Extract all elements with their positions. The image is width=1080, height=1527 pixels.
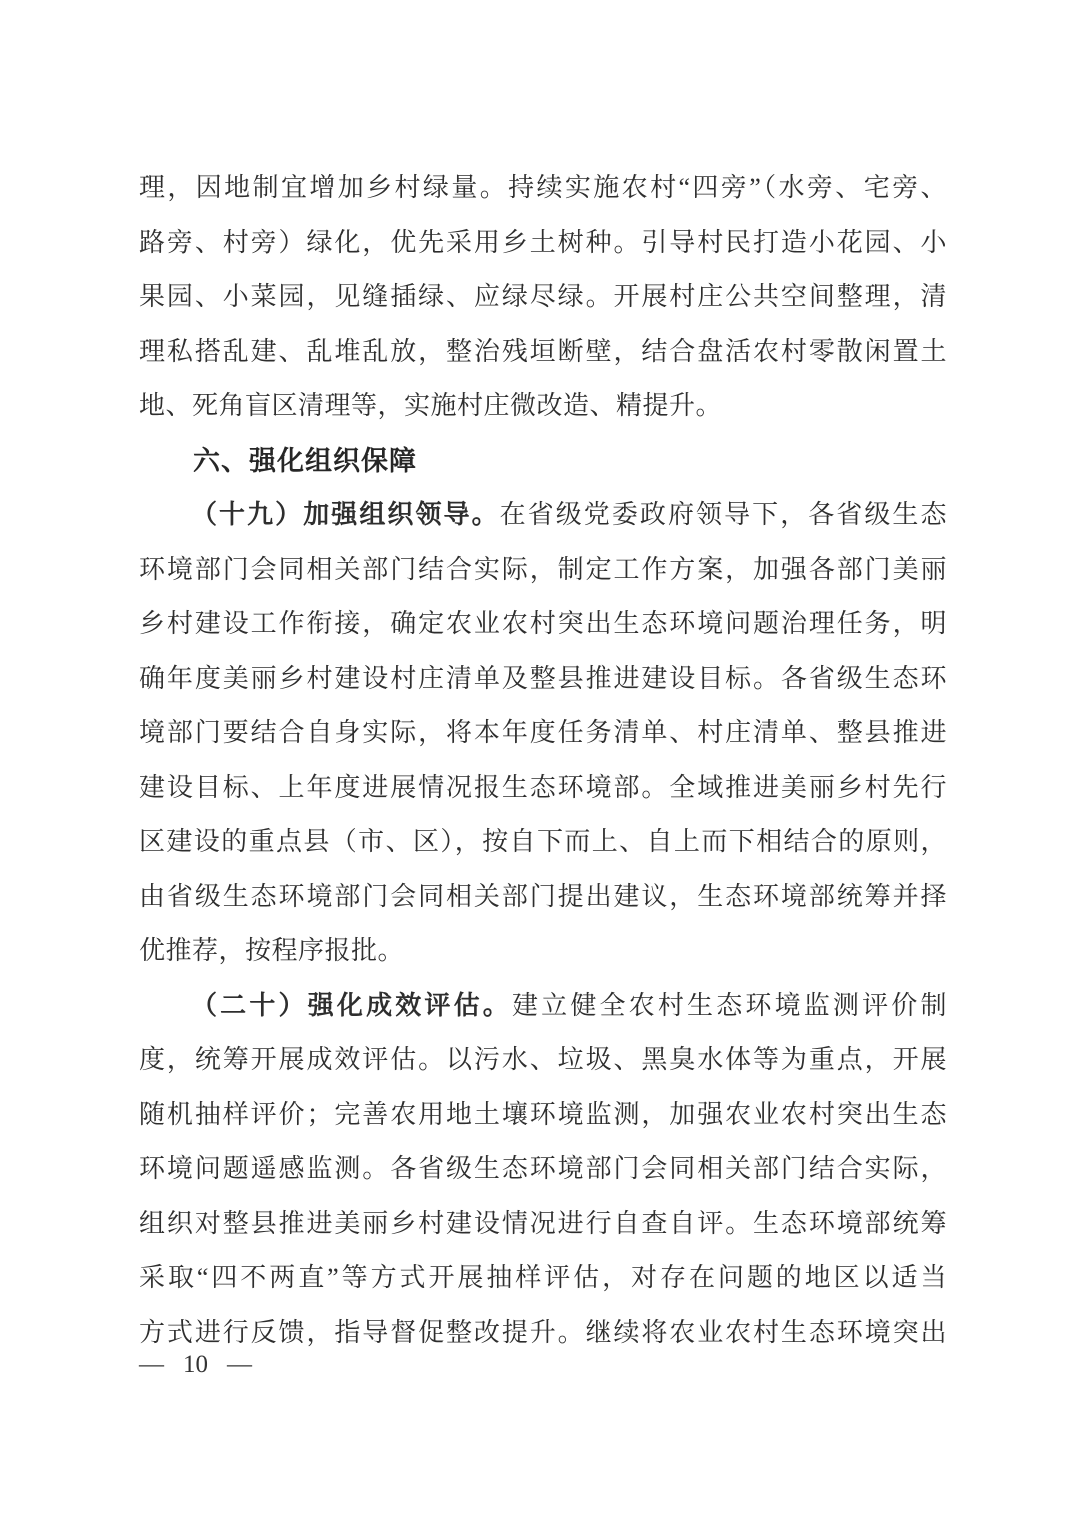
body-text: 度，统筹开展成效评估。以污水、垃圾、黑臭水体等为重点，开展	[139, 1045, 947, 1074]
text-line	[139, 161, 947, 216]
body-text: 建立健全农村生态环境监测评价制	[511, 990, 947, 1020]
emphasis-text: （二十）强化成效评估。	[191, 990, 512, 1020]
text-line	[139, 706, 947, 761]
text-line	[139, 597, 947, 652]
text-line	[139, 979, 947, 1034]
footer-dash-left: —	[139, 1351, 164, 1378]
text-line	[139, 815, 947, 870]
document-body	[139, 161, 947, 1360]
body-text: 优推荐，按程序报批。	[139, 936, 405, 965]
body-text: 乡村建设工作衔接，确定农业农村突出生态环境问题治理任务，明	[139, 609, 947, 638]
body-text: 环境部门会同相关部门结合实际，制定工作方案，加强各部门美丽	[139, 554, 947, 584]
body-text: 确年度美丽乡村建设村庄清单及整县推进建设目标。各省级生态环	[139, 663, 947, 693]
body-text: 理，因地制宜增加乡村绿量。持续实施农村“四旁”（水旁、宅旁、	[139, 173, 947, 202]
text-line	[139, 216, 947, 271]
body-text: 组织对整县推进美丽乡村建设情况进行自查自评。生态环境部统筹	[139, 1208, 947, 1238]
body-text: 由省级生态环境部门会同相关部门提出建议，生态环境部统筹并择	[139, 881, 947, 911]
page-footer	[139, 1350, 252, 1380]
text-line	[139, 1142, 947, 1197]
text-line	[139, 379, 947, 434]
body-text: 采取“四不两直”等方式开展抽样评估，对存在问题的地区以适当	[139, 1263, 947, 1292]
text-line	[139, 1033, 947, 1088]
text-line	[139, 270, 947, 325]
text-line	[139, 325, 947, 380]
body-text: 区建设的重点县（市、区），按自下而上、自上而下相结合的原则，	[139, 827, 947, 856]
body-text: 地、死角盲区清理等，实施村庄微改造、精提升。	[139, 391, 723, 420]
body-text: 果园、小菜园，见缝插绿、应绿尽绿。开展村庄公共空间整理，清	[139, 282, 947, 311]
body-text: 随机抽样评价；完善农用地土壤环境监测，加强农业农村突出生态	[139, 1099, 947, 1129]
page-number: 10	[183, 1351, 208, 1378]
body-text: 建设目标、上年度进展情况报生态环境部。全域推进美丽乡村先行	[139, 772, 947, 802]
body-text: 环境问题遥感监测。各省级生态环境部门会同相关部门结合实际，	[139, 1154, 947, 1183]
text-line	[139, 761, 947, 816]
text-line	[139, 1088, 947, 1143]
section-heading	[139, 434, 947, 489]
text-line	[139, 652, 947, 707]
body-text: 境部门要结合自身实际，将本年度任务清单、村庄清单、整县推进	[139, 718, 947, 747]
body-text: 方式进行反馈，指导督促整改提升。继续将农业农村生态环境突出	[139, 1317, 947, 1347]
footer-dash-right: —	[227, 1351, 252, 1378]
emphasis-text: 六、强化组织保障	[193, 445, 417, 476]
body-text: 理私搭乱建、乱堆乱放，整治残垣断壁，结合盘活农村零散闲置土	[139, 336, 947, 366]
text-line	[139, 870, 947, 925]
text-line	[139, 543, 947, 598]
text-line	[139, 924, 947, 979]
text-line	[139, 1197, 947, 1252]
text-line	[139, 1306, 947, 1361]
emphasis-text: （十九）加强组织领导。	[191, 500, 500, 529]
body-text: 路旁、村旁）绿化，优先采用乡土树种。引导村民打造小花园、小	[139, 227, 947, 257]
text-line	[139, 1251, 947, 1306]
body-text: 在省级党委政府领导下，各省级生态	[499, 500, 947, 529]
text-line	[139, 488, 947, 543]
